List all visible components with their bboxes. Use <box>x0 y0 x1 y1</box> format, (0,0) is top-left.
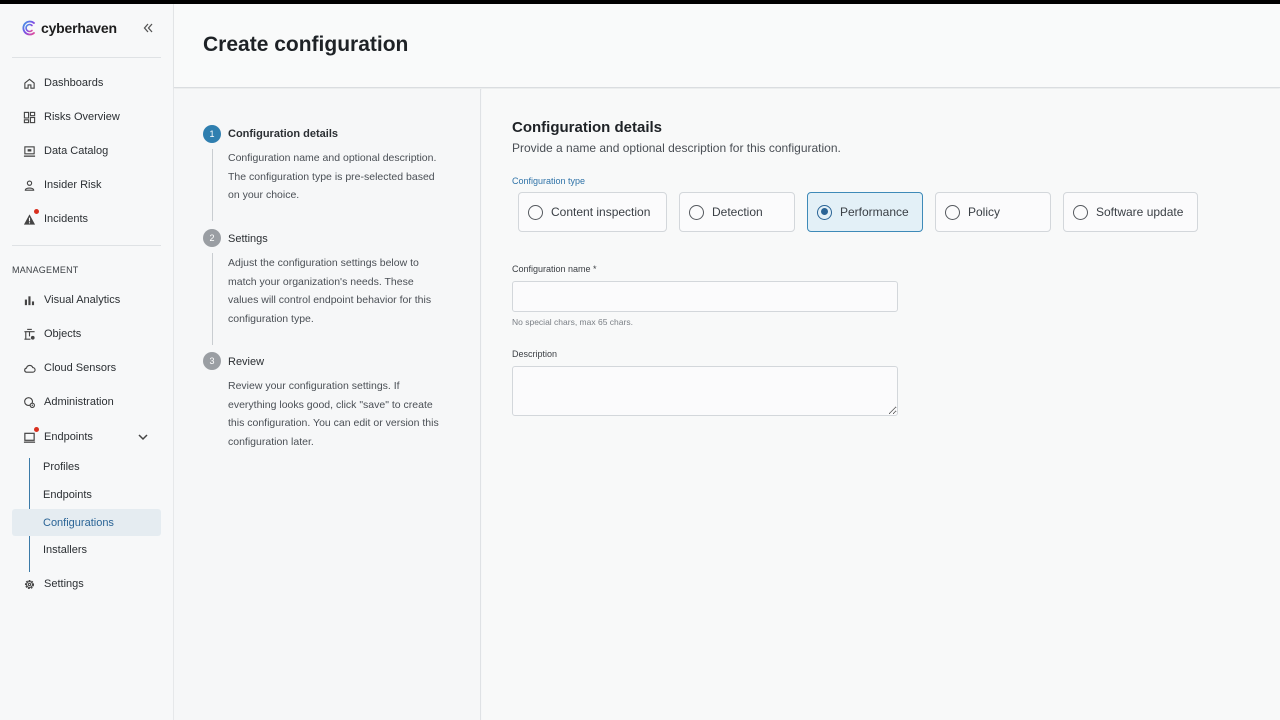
sidebar-subitem-endpoints[interactable]: Endpoints <box>43 488 92 501</box>
radio-button[interactable] <box>528 205 543 220</box>
notification-dot <box>34 427 39 432</box>
step-connector <box>212 253 213 345</box>
radio-button[interactable] <box>945 205 960 220</box>
sidebar-item-settings[interactable] <box>12 570 161 598</box>
type-option-performance[interactable] <box>807 192 923 232</box>
sidebar-item-objects[interactable] <box>12 320 161 348</box>
sidebar-item-label: Dashboards <box>44 77 104 89</box>
cloud-icon <box>22 361 36 375</box>
sidebar-item-label: Insider Risk <box>44 179 102 191</box>
description-label: Description <box>512 349 558 359</box>
step-3-number: 3 <box>203 352 221 370</box>
warning-icon <box>22 212 36 226</box>
configuration-type-label: Configuration type <box>512 176 586 186</box>
option-label: Performance <box>840 205 909 219</box>
sidebar-item-label: Administration <box>44 396 114 408</box>
collapse-sidebar-button[interactable] <box>140 20 156 36</box>
step-1-number: 1 <box>203 125 221 143</box>
description-textarea[interactable] <box>512 366 898 416</box>
sidebar-item-label: Settings <box>44 578 84 590</box>
sidebar-item-endpoints[interactable] <box>12 423 161 451</box>
radio-button[interactable] <box>1073 205 1088 220</box>
sidebar-item-risks-overview[interactable] <box>12 103 161 131</box>
sidebar-item-label: Visual Analytics <box>44 294 121 306</box>
option-label: Software update <box>1096 205 1184 219</box>
type-option-policy[interactable] <box>935 192 1051 232</box>
grid-icon <box>22 110 36 124</box>
sidebar-subitem-configurations[interactable]: Configurations <box>12 509 161 536</box>
sidebar-subitem-installers[interactable]: Installers <box>43 543 88 556</box>
sidebar-divider <box>12 57 161 58</box>
option-label: Content inspection <box>551 205 651 219</box>
objects-icon <box>22 327 36 341</box>
home-icon <box>22 76 36 90</box>
sidebar-item-label: Incidents <box>44 213 89 225</box>
configuration-name-label: Configuration name * <box>512 264 597 274</box>
chevron-down-icon <box>137 431 149 443</box>
double-chevron-left-icon <box>142 22 154 34</box>
section-label-management: MANAGEMENT <box>12 265 79 275</box>
sidebar-item-label: Data Catalog <box>44 145 109 157</box>
step-connector <box>212 149 213 221</box>
type-option-detection[interactable] <box>679 192 795 232</box>
gear-icon <box>22 577 36 591</box>
sidebar-item-administration[interactable] <box>12 388 161 416</box>
step-2-number: 2 <box>203 229 221 247</box>
sidebar-divider <box>12 245 161 246</box>
step-2-title[interactable]: Settings <box>228 233 268 245</box>
cyberhaven-logo-icon <box>21 19 37 37</box>
option-label: Detection <box>712 205 763 219</box>
sidebar-item-data-catalog[interactable] <box>12 137 161 165</box>
sidebar <box>0 4 174 720</box>
brand-name: cyberhaven <box>41 20 117 36</box>
sidebar-item-label: Risks Overview <box>44 111 120 123</box>
step-3-title[interactable]: Review <box>228 356 265 368</box>
sidebar-item-label: Endpoints <box>44 431 93 443</box>
sidebar-item-dashboards[interactable] <box>12 69 161 97</box>
sidebar-item-label: Cloud Sensors <box>44 362 117 374</box>
notification-dot <box>34 209 39 214</box>
sidebar-item-cloud-sensors[interactable] <box>12 354 161 382</box>
step-1-title[interactable]: Configuration details <box>228 128 338 140</box>
option-label: Policy <box>968 205 1001 219</box>
radio-button[interactable] <box>689 205 704 220</box>
brand-logo[interactable] <box>21 19 117 37</box>
step-2-description: Adjust the configuration settings below to match your organization's needs. These values will control endpoint behavior for this configuration type. <box>228 257 432 325</box>
type-option-content-inspection[interactable] <box>518 192 667 232</box>
form-title: Configuration details <box>512 119 662 136</box>
laptop-icon <box>22 144 36 158</box>
sidebar-item-insider-risk[interactable] <box>12 171 161 199</box>
step-1-description: Configuration name and optional description. The configuration type is pre-selected based on your choice. <box>228 152 437 201</box>
user-icon <box>22 178 36 192</box>
radio-button-selected[interactable] <box>817 205 832 220</box>
stepper-panel <box>174 89 481 720</box>
page-title: Create configuration <box>203 33 409 56</box>
page-header <box>174 4 1280 88</box>
configuration-name-input[interactable] <box>512 281 898 312</box>
sidebar-item-label: Objects <box>44 328 82 340</box>
configuration-name-hint: No special chars, max 65 chars. <box>512 317 633 327</box>
sidebar-item-incidents[interactable] <box>12 205 161 233</box>
form-subtitle: Provide a name and optional description for this configuration. <box>512 141 841 155</box>
sidebar-subitem-profiles[interactable]: Profiles <box>43 460 80 473</box>
step-3-description: Review your configuration settings. If everything looks good, click "save" to create this configuration. You can edit or version this configuration later. <box>228 380 439 448</box>
type-option-software-update[interactable] <box>1063 192 1198 232</box>
sidebar-item-visual-analytics[interactable] <box>12 286 161 314</box>
bar-chart-icon <box>22 293 36 307</box>
monitor-icon <box>22 430 36 444</box>
admin-icon <box>22 395 36 409</box>
configuration-form <box>482 89 1280 720</box>
